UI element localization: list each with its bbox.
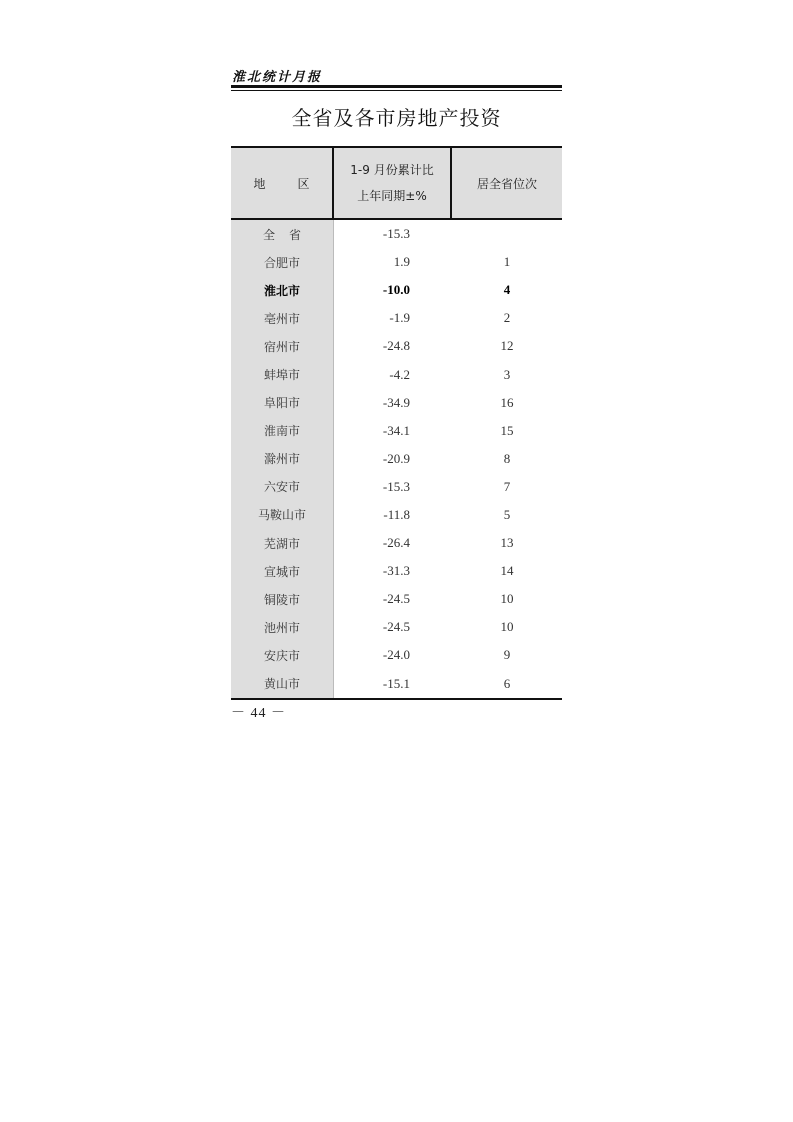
- region-cell: 马鞍山市: [231, 501, 334, 529]
- rank-cell: 10: [500, 619, 514, 635]
- investment-table: [231, 146, 562, 700]
- value-cell: -15.3: [382, 226, 410, 242]
- rank-cell: 4: [503, 282, 511, 298]
- value-cell: -26.4: [382, 535, 410, 551]
- value-cell: -20.9: [382, 450, 410, 466]
- header-ytd-line1: 1-9 月份累计比: [350, 163, 434, 177]
- header-rule-thick: [231, 85, 562, 88]
- table-row: [231, 501, 562, 529]
- table-body: [231, 220, 562, 700]
- table-row: [231, 585, 562, 613]
- publication-header: 淮北统计月报: [232, 70, 323, 85]
- page-title: 全省及各市房地产投资: [291, 106, 502, 130]
- header-region: 地 区: [231, 148, 334, 218]
- region-cell: 六安市: [231, 473, 334, 501]
- region-cell: 阜阳市: [231, 389, 334, 417]
- rank-cell: 1: [503, 254, 511, 270]
- table-row: [231, 389, 562, 417]
- region-cell: 淮北市: [231, 276, 334, 304]
- rank-cell: 13: [500, 535, 514, 551]
- header-ytd-change: [334, 148, 452, 218]
- value-cell: -4.2: [389, 366, 410, 382]
- header-ytd-line2: 上年同期±%: [357, 189, 427, 203]
- rank-cell: 12: [500, 338, 514, 354]
- region-cell: 黄山市: [231, 670, 334, 698]
- value-cell: -10.0: [382, 282, 410, 298]
- value-cell: -34.1: [382, 422, 410, 438]
- page-number: － 44 －: [231, 706, 286, 721]
- table-row: [231, 445, 562, 473]
- rank-cell: 5: [503, 506, 511, 522]
- value-cell: -15.1: [382, 675, 410, 691]
- value-cell: -1.9: [389, 310, 410, 326]
- rank-cell: 6: [503, 675, 511, 691]
- table-row: [231, 332, 562, 360]
- value-cell: -24.5: [382, 619, 410, 635]
- table-row: [231, 220, 562, 248]
- table-row: [231, 304, 562, 332]
- table-row: [231, 473, 562, 501]
- rank-cell: 15: [500, 422, 514, 438]
- rank-cell: 2: [503, 310, 511, 326]
- value-cell: -24.8: [382, 338, 410, 354]
- rank-cell: 10: [500, 591, 514, 607]
- value-cell: -31.3: [382, 563, 410, 579]
- region-cell: 全省: [231, 220, 334, 248]
- region-cell: 安庆市: [231, 641, 334, 669]
- rank-cell: 7: [503, 478, 511, 494]
- value-cell: -24.5: [382, 591, 410, 607]
- value-cell: -24.0: [382, 647, 410, 663]
- region-cell: 淮南市: [231, 417, 334, 445]
- region-cell: 滁州市: [231, 445, 334, 473]
- region-cell: 蚌埠市: [231, 360, 334, 388]
- table-row: [231, 529, 562, 557]
- table-row: [231, 360, 562, 388]
- value-cell: 1.9: [393, 254, 410, 270]
- region-cell: 铜陵市: [231, 585, 334, 613]
- rank-cell: 9: [503, 647, 511, 663]
- value-cell: -34.9: [382, 394, 410, 410]
- header-rule-thin: [231, 90, 562, 91]
- table-row: [231, 641, 562, 669]
- region-cell: 合肥市: [231, 248, 334, 276]
- rank-cell: 8: [503, 450, 511, 466]
- rank-cell: 3: [503, 366, 511, 382]
- value-cell: -15.3: [382, 478, 410, 494]
- rank-cell: 16: [500, 394, 514, 410]
- table-row: [231, 248, 562, 276]
- region-cell: 宣城市: [231, 557, 334, 585]
- region-cell: 池州市: [231, 613, 334, 641]
- region-cell: 宿州市: [231, 332, 334, 360]
- rank-cell: 14: [500, 563, 514, 579]
- table-row: [231, 670, 562, 698]
- table-row: [231, 613, 562, 641]
- table-row-highlighted: [231, 276, 562, 304]
- table-row: [231, 557, 562, 585]
- value-cell: -11.8: [383, 506, 410, 522]
- region-cell: 芜湖市: [231, 529, 334, 557]
- table-header: [231, 146, 562, 220]
- region-cell: 亳州市: [231, 304, 334, 332]
- header-rank: 居全省位次: [476, 176, 537, 191]
- table-row: [231, 417, 562, 445]
